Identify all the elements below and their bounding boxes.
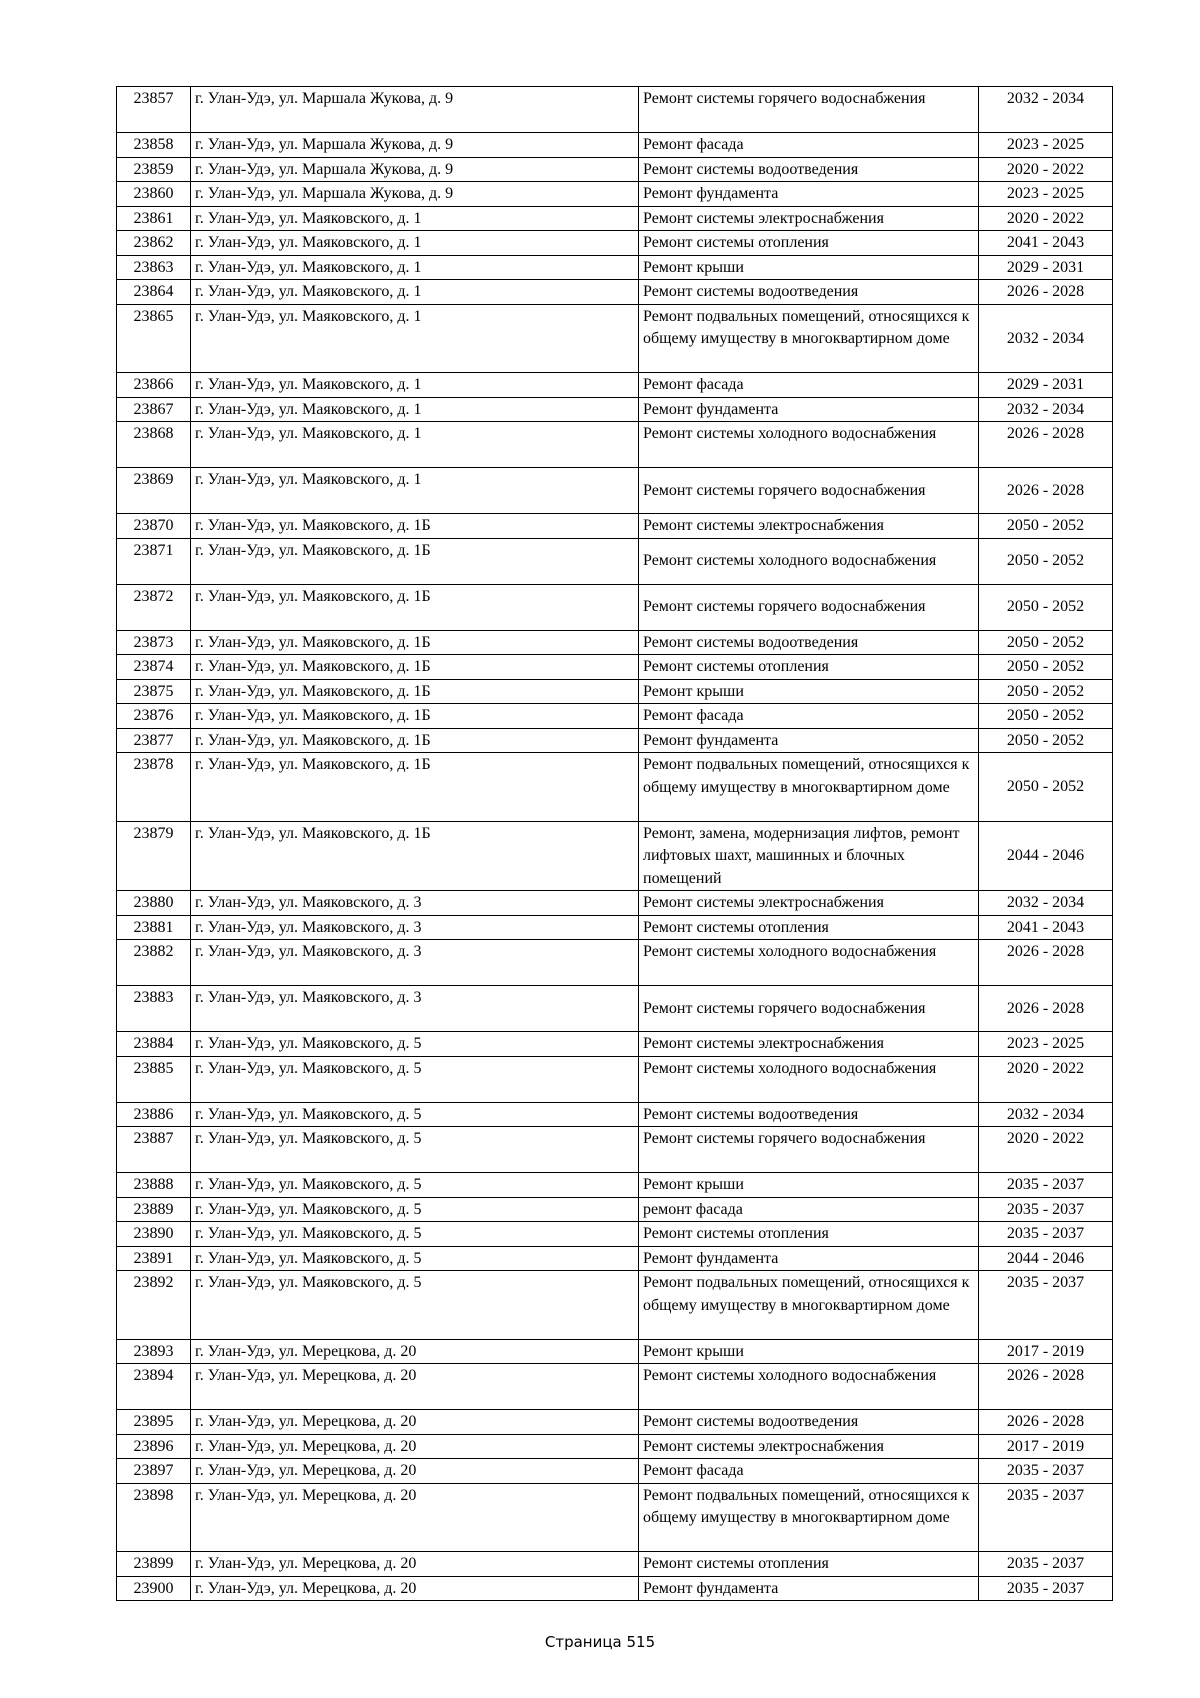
period-cell: 2032 - 2034 [979, 1102, 1113, 1127]
table-row [117, 1127, 1113, 1173]
address-cell: г. Улан-Удэ, ул. Маяковского, д. 1Б [191, 630, 639, 655]
address-cell: г. Улан-Удэ, ул. Маяковского, д. 1Б [191, 584, 639, 630]
period-cell: 2035 - 2037 [979, 1173, 1113, 1198]
work-type-cell: Ремонт системы горячего водоснабжения [639, 986, 979, 1032]
period-cell: 2020 - 2022 [979, 1127, 1113, 1173]
row-number-cell: 23874 [117, 655, 191, 680]
work-type-cell: Ремонт системы горячего водоснабжения [639, 1127, 979, 1173]
table-row [117, 753, 1113, 822]
row-number-cell: 23883 [117, 986, 191, 1032]
work-type-cell: Ремонт системы электроснабжения [639, 206, 979, 231]
work-type-cell: Ремонт фасада [639, 373, 979, 398]
address-cell: г. Улан-Удэ, ул. Маяковского, д. 5 [191, 1222, 639, 1247]
address-cell: г. Улан-Удэ, ул. Мерецкова, д. 20 [191, 1434, 639, 1459]
period-cell: 2026 - 2028 [979, 1410, 1113, 1435]
work-type-cell: Ремонт системы горячего водоснабжения [639, 87, 979, 133]
table-row [117, 1410, 1113, 1435]
table-row [117, 1173, 1113, 1198]
address-cell: г. Улан-Удэ, ул. Маршала Жукова, д. 9 [191, 87, 639, 133]
address-cell: г. Улан-Удэ, ул. Мерецкова, д. 20 [191, 1410, 639, 1435]
address-cell: г. Улан-Удэ, ул. Мерецкова, д. 20 [191, 1339, 639, 1364]
period-cell: 2023 - 2025 [979, 182, 1113, 207]
period-cell: 2035 - 2037 [979, 1271, 1113, 1340]
work-type-cell: Ремонт подвальных помещений, относящихся к общему имуществу в многоквартирном доме [639, 1483, 979, 1552]
period-cell: 2050 - 2052 [979, 753, 1113, 822]
table-row [117, 630, 1113, 655]
row-number-cell: 23867 [117, 397, 191, 422]
work-type-cell: Ремонт системы горячего водоснабжения [639, 584, 979, 630]
table-row [117, 1552, 1113, 1577]
row-number-cell: 23891 [117, 1246, 191, 1271]
row-number-cell: 23864 [117, 280, 191, 305]
period-cell: 2035 - 2037 [979, 1552, 1113, 1577]
table-row [117, 538, 1113, 584]
table-row [117, 679, 1113, 704]
period-cell: 2020 - 2022 [979, 206, 1113, 231]
row-number-cell: 23893 [117, 1339, 191, 1364]
work-type-cell: Ремонт фасада [639, 1459, 979, 1484]
table-row [117, 304, 1113, 373]
table-row [117, 1056, 1113, 1102]
table-row [117, 255, 1113, 280]
work-type-cell: ремонт фасада [639, 1197, 979, 1222]
table-row [117, 728, 1113, 753]
address-cell: г. Улан-Удэ, ул. Маяковского, д. 5 [191, 1173, 639, 1198]
period-cell: 2035 - 2037 [979, 1459, 1113, 1484]
work-type-cell: Ремонт системы отопления [639, 655, 979, 680]
period-cell: 2050 - 2052 [979, 679, 1113, 704]
address-cell: г. Улан-Удэ, ул. Маяковского, д. 5 [191, 1246, 639, 1271]
period-cell: 2035 - 2037 [979, 1197, 1113, 1222]
page-number: Страница 515 [544, 1633, 656, 1651]
work-type-cell: Ремонт крыши [639, 255, 979, 280]
table-body [117, 87, 1113, 1601]
period-cell: 2035 - 2037 [979, 1483, 1113, 1552]
work-type-cell: Ремонт фундамента [639, 1246, 979, 1271]
work-type-cell: Ремонт крыши [639, 1339, 979, 1364]
address-cell: г. Улан-Удэ, ул. Маяковского, д. 3 [191, 986, 639, 1032]
row-number-cell: 23898 [117, 1483, 191, 1552]
work-type-cell: Ремонт фундамента [639, 182, 979, 207]
work-type-cell: Ремонт системы электроснабжения [639, 1434, 979, 1459]
table-row [117, 1102, 1113, 1127]
address-cell: г. Улан-Удэ, ул. Маяковского, д. 1Б [191, 704, 639, 729]
row-number-cell: 23870 [117, 514, 191, 539]
address-cell: г. Улан-Удэ, ул. Маяковского, д. 3 [191, 915, 639, 940]
work-type-cell: Ремонт системы холодного водоснабжения [639, 1056, 979, 1102]
address-cell: г. Улан-Удэ, ул. Маяковского, д. 1Б [191, 753, 639, 822]
row-number-cell: 23863 [117, 255, 191, 280]
table-row [117, 1483, 1113, 1552]
work-type-cell: Ремонт системы холодного водоснабжения [639, 940, 979, 986]
address-cell: г. Улан-Удэ, ул. Мерецкова, д. 20 [191, 1576, 639, 1601]
period-cell: 2050 - 2052 [979, 728, 1113, 753]
address-cell: г. Улан-Удэ, ул. Маяковского, д. 1Б [191, 538, 639, 584]
table-row [117, 1459, 1113, 1484]
address-cell: г. Улан-Удэ, ул. Мерецкова, д. 20 [191, 1459, 639, 1484]
period-cell: 2026 - 2028 [979, 1364, 1113, 1410]
period-cell: 2032 - 2034 [979, 87, 1113, 133]
table-row [117, 231, 1113, 256]
table-row [117, 1339, 1113, 1364]
work-type-cell: Ремонт системы водоотведения [639, 1410, 979, 1435]
table-row [117, 133, 1113, 158]
period-cell: 2050 - 2052 [979, 584, 1113, 630]
address-cell: г. Улан-Удэ, ул. Маяковского, д. 1 [191, 280, 639, 305]
row-number-cell: 23865 [117, 304, 191, 373]
row-number-cell: 23900 [117, 1576, 191, 1601]
work-type-cell: Ремонт системы водоотведения [639, 1102, 979, 1127]
table-row [117, 206, 1113, 231]
address-cell: г. Улан-Удэ, ул. Маяковского, д. 5 [191, 1271, 639, 1340]
work-type-cell: Ремонт системы отопления [639, 1552, 979, 1577]
table-row [117, 1576, 1113, 1601]
work-type-cell: Ремонт фундамента [639, 1576, 979, 1601]
address-cell: г. Улан-Удэ, ул. Маяковского, д. 1 [191, 468, 639, 514]
period-cell: 2050 - 2052 [979, 538, 1113, 584]
row-number-cell: 23886 [117, 1102, 191, 1127]
address-cell: г. Улан-Удэ, ул. Маяковского, д. 5 [191, 1102, 639, 1127]
table-row [117, 157, 1113, 182]
table-row [117, 373, 1113, 398]
table-row [117, 1032, 1113, 1057]
work-type-cell: Ремонт системы электроснабжения [639, 1032, 979, 1057]
table-row [117, 821, 1113, 891]
row-number-cell: 23884 [117, 1032, 191, 1057]
table-row [117, 655, 1113, 680]
address-cell: г. Улан-Удэ, ул. Маяковского, д. 1Б [191, 655, 639, 680]
address-cell: г. Улан-Удэ, ул. Маяковского, д. 1 [191, 206, 639, 231]
work-type-cell: Ремонт системы холодного водоснабжения [639, 1364, 979, 1410]
row-number-cell: 23888 [117, 1173, 191, 1198]
period-cell: 2026 - 2028 [979, 986, 1113, 1032]
work-type-cell: Ремонт, замена, модернизация лифтов, ремонт лифтовых шахт, машинных и блочных помещений [639, 821, 979, 891]
address-cell: г. Улан-Удэ, ул. Маяковского, д. 1 [191, 255, 639, 280]
period-cell: 2032 - 2034 [979, 397, 1113, 422]
table-row [117, 182, 1113, 207]
work-type-cell: Ремонт системы водоотведения [639, 280, 979, 305]
address-cell: г. Улан-Удэ, ул. Маяковского, д. 1Б [191, 821, 639, 891]
work-type-cell: Ремонт системы водоотведения [639, 630, 979, 655]
period-cell: 2029 - 2031 [979, 373, 1113, 398]
work-type-cell: Ремонт фундамента [639, 397, 979, 422]
address-cell: г. Улан-Удэ, ул. Маяковского, д. 5 [191, 1197, 639, 1222]
row-number-cell: 23899 [117, 1552, 191, 1577]
period-cell: 2026 - 2028 [979, 422, 1113, 468]
table-row [117, 1434, 1113, 1459]
work-type-cell: Ремонт системы горячего водоснабжения [639, 468, 979, 514]
row-number-cell: 23879 [117, 821, 191, 891]
period-cell: 2026 - 2028 [979, 280, 1113, 305]
period-cell: 2029 - 2031 [979, 255, 1113, 280]
row-number-cell: 23875 [117, 679, 191, 704]
address-cell: г. Улан-Удэ, ул. Маяковского, д. 1Б [191, 514, 639, 539]
work-type-cell: Ремонт подвальных помещений, относящихся к общему имуществу в многоквартирном доме [639, 753, 979, 822]
table-row [117, 1222, 1113, 1247]
row-number-cell: 23881 [117, 915, 191, 940]
row-number-cell: 23871 [117, 538, 191, 584]
address-cell: г. Улан-Удэ, ул. Маяковского, д. 1Б [191, 728, 639, 753]
period-cell: 2044 - 2046 [979, 1246, 1113, 1271]
work-type-cell: Ремонт системы отопления [639, 915, 979, 940]
address-cell: г. Улан-Удэ, ул. Мерецкова, д. 20 [191, 1552, 639, 1577]
row-number-cell: 23889 [117, 1197, 191, 1222]
work-type-cell: Ремонт подвальных помещений, относящихся к общему имуществу в многоквартирном доме [639, 1271, 979, 1340]
work-type-cell: Ремонт системы холодного водоснабжения [639, 422, 979, 468]
period-cell: 2026 - 2028 [979, 940, 1113, 986]
address-cell: г. Улан-Удэ, ул. Маяковского, д. 1 [191, 304, 639, 373]
period-cell: 2017 - 2019 [979, 1434, 1113, 1459]
table-row [117, 87, 1113, 133]
period-cell: 2026 - 2028 [979, 468, 1113, 514]
table-row [117, 1364, 1113, 1410]
address-cell: г. Улан-Удэ, ул. Маяковского, д. 1 [191, 231, 639, 256]
address-cell: г. Улан-Удэ, ул. Маяковского, д. 1 [191, 373, 639, 398]
row-number-cell: 23861 [117, 206, 191, 231]
table-row [117, 915, 1113, 940]
table-row [117, 891, 1113, 916]
repair-schedule-table [116, 86, 1113, 1601]
row-number-cell: 23897 [117, 1459, 191, 1484]
address-cell: г. Улан-Удэ, ул. Мерецкова, д. 20 [191, 1364, 639, 1410]
table-row [117, 940, 1113, 986]
row-number-cell: 23896 [117, 1434, 191, 1459]
period-cell: 2041 - 2043 [979, 231, 1113, 256]
work-type-cell: Ремонт системы отопления [639, 231, 979, 256]
period-cell: 2023 - 2025 [979, 133, 1113, 158]
address-cell: г. Улан-Удэ, ул. Мерецкова, д. 20 [191, 1483, 639, 1552]
row-number-cell: 23877 [117, 728, 191, 753]
row-number-cell: 23872 [117, 584, 191, 630]
address-cell: г. Улан-Удэ, ул. Маршала Жукова, д. 9 [191, 133, 639, 158]
address-cell: г. Улан-Удэ, ул. Маяковского, д. 3 [191, 891, 639, 916]
period-cell: 2035 - 2037 [979, 1576, 1113, 1601]
row-number-cell: 23860 [117, 182, 191, 207]
row-number-cell: 23876 [117, 704, 191, 729]
table-row [117, 397, 1113, 422]
address-cell: г. Улан-Удэ, ул. Маяковского, д. 1 [191, 422, 639, 468]
row-number-cell: 23873 [117, 630, 191, 655]
table-row [117, 1246, 1113, 1271]
work-type-cell: Ремонт системы холодного водоснабжения [639, 538, 979, 584]
work-type-cell: Ремонт системы электроснабжения [639, 514, 979, 539]
table-row [117, 422, 1113, 468]
row-number-cell: 23858 [117, 133, 191, 158]
period-cell: 2023 - 2025 [979, 1032, 1113, 1057]
row-number-cell: 23868 [117, 422, 191, 468]
period-cell: 2050 - 2052 [979, 630, 1113, 655]
address-cell: г. Улан-Удэ, ул. Маршала Жукова, д. 9 [191, 157, 639, 182]
period-cell: 2044 - 2046 [979, 821, 1113, 891]
period-cell: 2050 - 2052 [979, 655, 1113, 680]
address-cell: г. Улан-Удэ, ул. Маяковского, д. 5 [191, 1056, 639, 1102]
table-row [117, 584, 1113, 630]
row-number-cell: 23869 [117, 468, 191, 514]
row-number-cell: 23892 [117, 1271, 191, 1340]
work-type-cell: Ремонт системы водоотведения [639, 157, 979, 182]
row-number-cell: 23882 [117, 940, 191, 986]
period-cell: 2017 - 2019 [979, 1339, 1113, 1364]
work-type-cell: Ремонт подвальных помещений, относящихся к общему имуществу в многоквартирном доме [639, 304, 979, 373]
work-type-cell: Ремонт крыши [639, 1173, 979, 1198]
period-cell: 2020 - 2022 [979, 1056, 1113, 1102]
period-cell: 2032 - 2034 [979, 891, 1113, 916]
work-type-cell: Ремонт фасада [639, 704, 979, 729]
table-row [117, 986, 1113, 1032]
address-cell: г. Улан-Удэ, ул. Маяковского, д. 3 [191, 940, 639, 986]
table-row [117, 468, 1113, 514]
row-number-cell: 23885 [117, 1056, 191, 1102]
period-cell: 2050 - 2052 [979, 514, 1113, 539]
row-number-cell: 23890 [117, 1222, 191, 1247]
row-number-cell: 23887 [117, 1127, 191, 1173]
row-number-cell: 23895 [117, 1410, 191, 1435]
row-number-cell: 23866 [117, 373, 191, 398]
address-cell: г. Улан-Удэ, ул. Маршала Жукова, д. 9 [191, 182, 639, 207]
period-cell: 2035 - 2037 [979, 1222, 1113, 1247]
row-number-cell: 23880 [117, 891, 191, 916]
table-row [117, 514, 1113, 539]
table-row [117, 704, 1113, 729]
period-cell: 2050 - 2052 [979, 704, 1113, 729]
row-number-cell: 23862 [117, 231, 191, 256]
row-number-cell: 23859 [117, 157, 191, 182]
period-cell: 2020 - 2022 [979, 157, 1113, 182]
address-cell: г. Улан-Удэ, ул. Маяковского, д. 5 [191, 1032, 639, 1057]
period-cell: 2032 - 2034 [979, 304, 1113, 373]
row-number-cell: 23878 [117, 753, 191, 822]
row-number-cell: 23857 [117, 87, 191, 133]
row-number-cell: 23894 [117, 1364, 191, 1410]
period-cell: 2041 - 2043 [979, 915, 1113, 940]
address-cell: г. Улан-Удэ, ул. Маяковского, д. 5 [191, 1127, 639, 1173]
table-row [117, 280, 1113, 305]
table-row [117, 1197, 1113, 1222]
work-type-cell: Ремонт системы отопления [639, 1222, 979, 1247]
address-cell: г. Улан-Удэ, ул. Маяковского, д. 1 [191, 397, 639, 422]
address-cell: г. Улан-Удэ, ул. Маяковского, д. 1Б [191, 679, 639, 704]
work-type-cell: Ремонт системы электроснабжения [639, 891, 979, 916]
work-type-cell: Ремонт крыши [639, 679, 979, 704]
work-type-cell: Ремонт фундамента [639, 728, 979, 753]
table-row [117, 1271, 1113, 1340]
work-type-cell: Ремонт фасада [639, 133, 979, 158]
